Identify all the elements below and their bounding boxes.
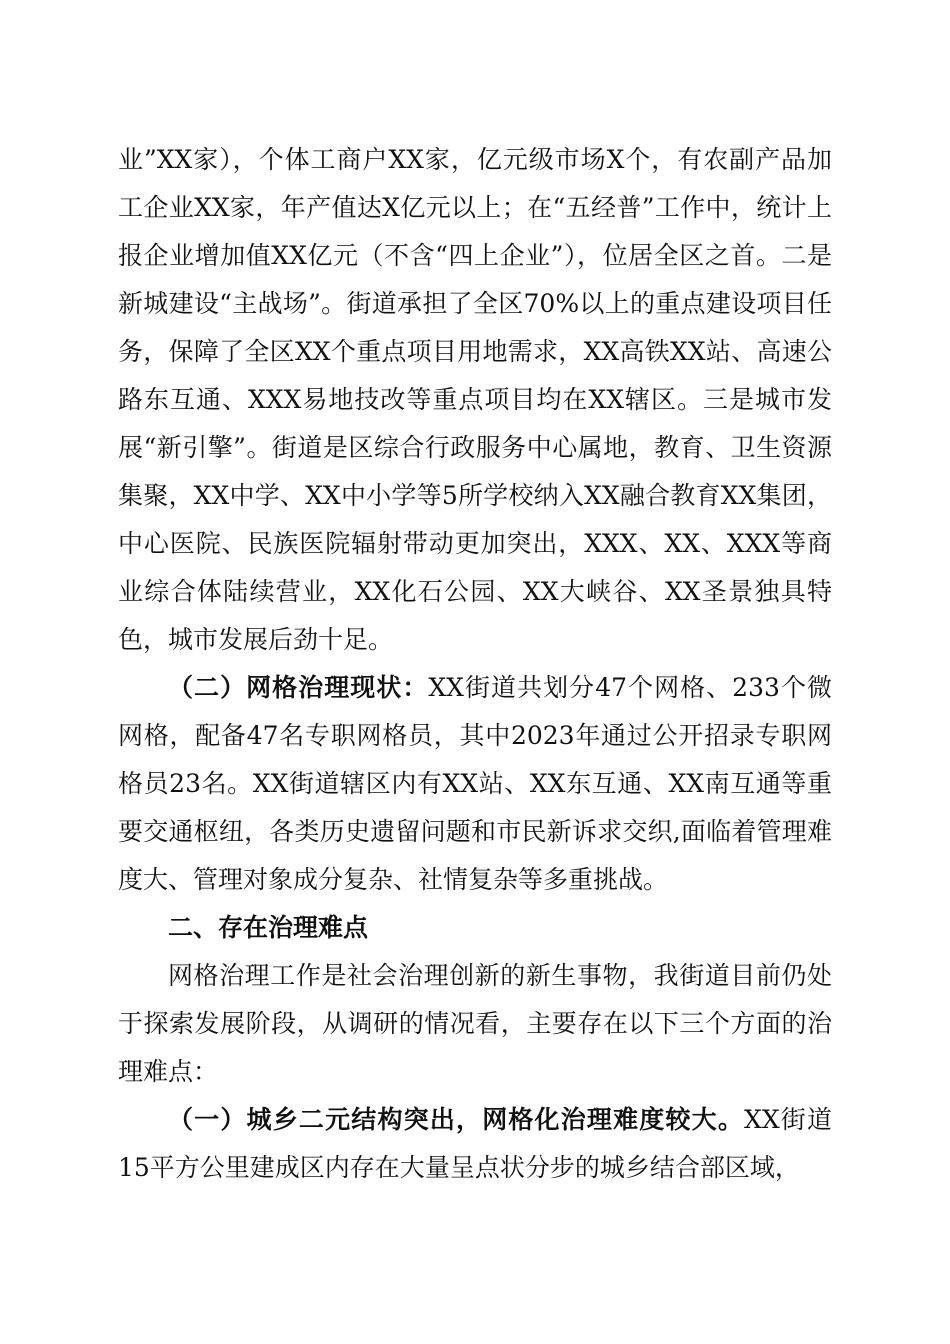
paragraph-text: XX街道15平方公里建成区内存在大量呈点状分步的城乡结合部区域， (118, 1105, 832, 1182)
paragraph-text: 业”XX家），个体工商户XX家，亿元级市场X个，有农副产品加工企业XX家，年产值达X亿元以上；在“五经普”工作中，统计上报企业增加值XX亿元（不含“四上企业”），位居全区之首。二是新城建设“主战场”。街道承担了全区70%以上的重点建设项目任务，保障了全区XX个重点项目用地需求，XX高铁XX站、高速公路东互通、XXX易地技改等重点项目均在XX辖区。三是城市发展“新引擎”。街道是区综合行政服务中心属地，教育、卫生资源集聚，XX中学、XX中小学等5所学校纳入XX融合教育XX集团，中心医院、民族医院辐射带动更加突出，XXX、XX、XXX等商业综合体陆续营业，XX化石公园、XX大峡谷、XX圣景独具特色，城市发展后劲十足。 (118, 145, 832, 654)
paragraph-text: 网格治理工作是社会治理创新的新生事物，我街道目前仍处于探索发展阶段，从调研的情况看，主要存在以下三个方面的治理难点： (118, 961, 832, 1086)
section-heading: 二、存在治理难点 (168, 913, 369, 942)
paragraph-text: XX街道共划分47个网格、233个微网格，配备47名专职网格员，其中2023年通过公开招录专职网格员23名。XX街道辖区内有XX站、XX东互通、XX南互通等重要交通枢纽，各类历史遗留问题和市民新诉求交织,面临着管理难度大、管理对象成分复杂、社情复杂等多重挑战。 (118, 673, 832, 894)
paragraph-lead: （一）城乡二元结构突出，网格化治理难度较大。 (168, 1105, 745, 1134)
paragraph-urban-rural (118, 1096, 832, 1192)
paragraph-lead: （二）网格治理现状： (168, 673, 429, 702)
paragraph-intro-difficulties (118, 952, 832, 1096)
paragraph-economy-overview (118, 136, 832, 664)
paragraph-grid-status (118, 664, 832, 904)
document-body (118, 136, 832, 1192)
